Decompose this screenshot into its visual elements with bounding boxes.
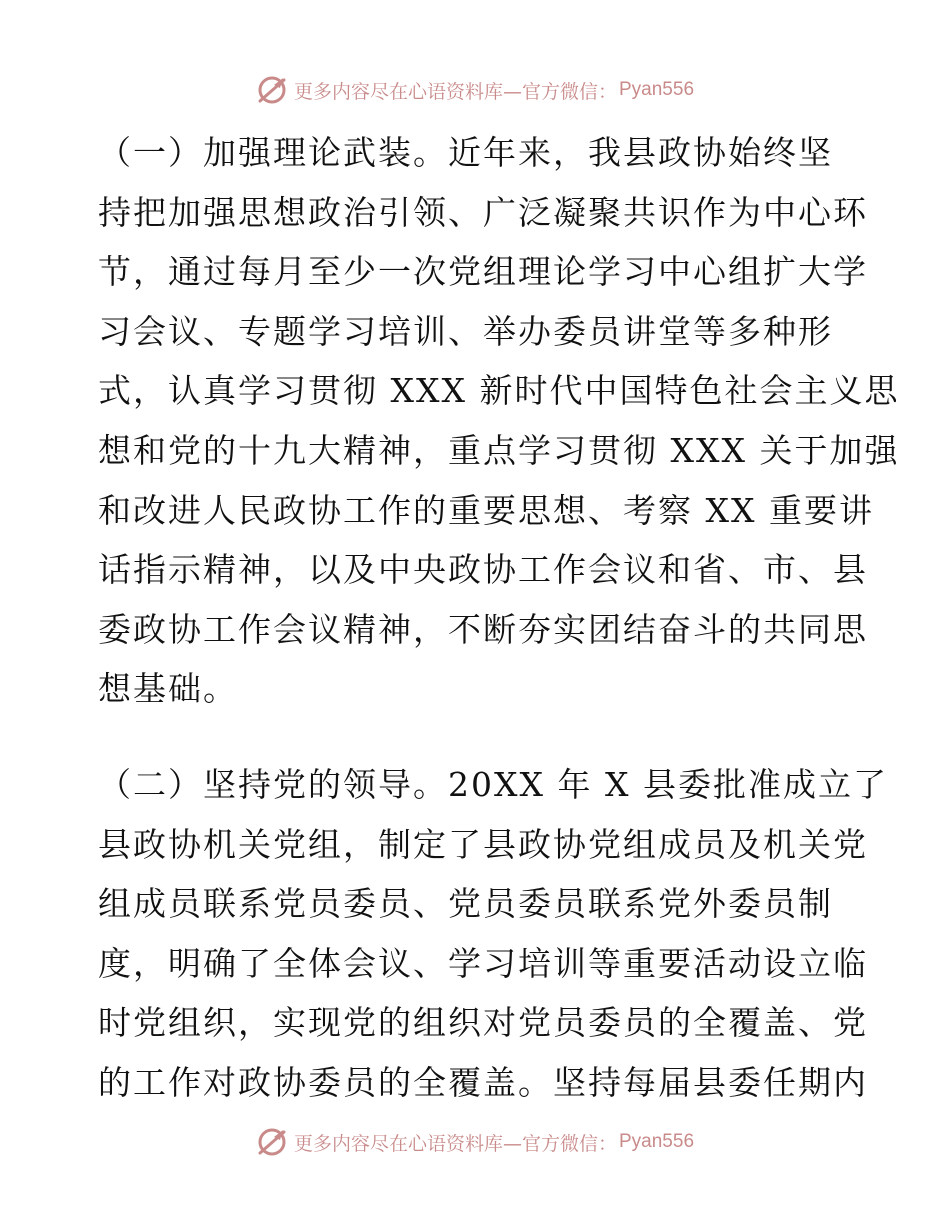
paragraph-2 [98, 755, 888, 1113]
paragraph-spacer [98, 719, 858, 755]
text-line: （一）加强理论武装。近年来，我县政协始终坚 [98, 133, 833, 172]
text-line: 节，通过每月至少一次党组理论学习中心组扩大学 [98, 252, 868, 292]
text-line: 想和党的十九大精神，重点学习贯彻 XXX 关于加强 [98, 430, 900, 470]
text-line: 委政协工作会议精神，不断夯实团结奋斗的共同思 [98, 609, 868, 649]
text-line: 和改进人民政协工作的重要思想、考察 XX 重要讲 [98, 490, 874, 530]
text-line: 式，认真学习贯彻 XXX 新时代中国特色社会主义思 [98, 371, 900, 411]
text-line: 持把加强思想政治引领、广泛凝聚共识作为中心环 [98, 192, 868, 232]
watermark-footer [0, 1122, 950, 1162]
text-line: （二）坚持党的领导。20XX 年 X 县委批准成立了 [98, 764, 888, 804]
paragraph-1 [98, 123, 900, 719]
text-line: 度，明确了全体会议、学习培训等重要活动设立临 [98, 943, 868, 983]
watermark-wechat-id: Pyan556 [619, 79, 695, 100]
quill-logo-icon [256, 74, 288, 106]
text-line: 话指示精神，以及中央政协工作会议和省、市、县 [98, 550, 868, 590]
quill-logo-icon [256, 1126, 288, 1158]
watermark-header [0, 70, 950, 110]
text-line: 习会议、专题学习培训、举办委员讲堂等多种形 [98, 311, 833, 351]
watermark-text: 更多内容尽在心语资料库—官方微信： [293, 80, 617, 103]
text-line: 想基础。 [98, 669, 238, 709]
text-line: 的工作对政协委员的全覆盖。坚持每届县委任期内 [98, 1062, 868, 1102]
text-line: 县政协机关党组，制定了县政协党组成员及机关党 [98, 824, 868, 864]
watermark-text: 更多内容尽在心语资料库—官方微信： [293, 1132, 617, 1155]
text-line: 时党组织，实现党的组织对党员委员的全覆盖、党 [98, 1003, 868, 1043]
text-line: 组成员联系党员委员、党员委员联系党外委员制 [98, 884, 833, 924]
document-body [98, 123, 900, 1113]
watermark-wechat-id: Pyan556 [619, 1131, 695, 1152]
